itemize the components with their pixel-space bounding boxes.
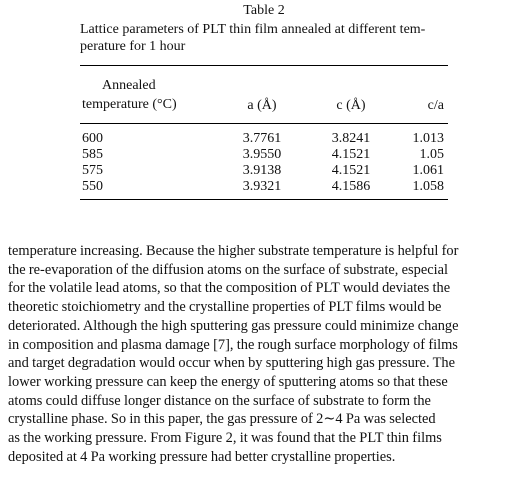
table-cell: 1.05 [419, 147, 444, 162]
table-cell: 3.9138 [242, 163, 282, 178]
table-cell: 1.013 [412, 131, 444, 146]
paragraph-line: deposited at 4 Pa working pressure had better crystalline properties. [8, 448, 396, 465]
header-c: c (Å) [336, 98, 366, 113]
table-caption-line: perature for 1 hour [80, 39, 186, 54]
table-cell: 3.9550 [242, 147, 282, 162]
table-cell: 585 [82, 147, 103, 162]
table-block [80, 0, 448, 200]
paragraph-line: temperature increasing. Because the higher substrate temperature is helpful for [8, 243, 459, 259]
table-caption [80, 21, 448, 55]
header-line: temperature (°C) [82, 97, 177, 112]
header-ca: c/a [427, 98, 444, 113]
table-row [80, 179, 448, 195]
table-cell: 3.8241 [331, 131, 371, 146]
table-row [80, 163, 448, 179]
table-caption-line: Lattice parameters of PLT thin film annealed at different tem- [80, 22, 426, 37]
table-cell: 575 [82, 163, 103, 178]
paragraph-line: lower working pressure can keep the energy of sputtering atoms so that these [8, 373, 448, 390]
table-cell: 600 [82, 131, 103, 146]
table-cell: 4.1521 [331, 163, 371, 178]
paragraph-line: crystalline phase. So in this paper, the gas pressure of 2∼4 Pa was selected [8, 411, 436, 428]
paragraph-line: theoretic stoichiometry and the crystalline properties of PLT films would be [8, 299, 442, 316]
table-cell: 1.058 [412, 179, 444, 194]
table-number: Table 2 [243, 3, 285, 18]
table-cell: 4.1586 [331, 179, 371, 194]
paragraph-line: for the volatile lead atoms, so that the composition of PLT would deviates the [8, 280, 451, 297]
table-row [80, 131, 448, 147]
header-a: a (Å) [247, 98, 277, 113]
table-cell: 3.7761 [242, 131, 282, 146]
table-mid-rule [80, 123, 448, 124]
table-header [80, 66, 448, 114]
table-row [80, 147, 448, 163]
paragraph-line: deteriorated. Although the high sputtering gas pressure could minimize change [8, 317, 459, 334]
table-cell: 550 [82, 179, 103, 194]
table-cell: 4.1521 [331, 147, 371, 162]
paragraph-line: the re-evaporation of the diffusion atoms on the surface of substrate, especial [8, 261, 448, 278]
paragraph-line: in composition and plasma damage [7], the rough surface morphology of films [8, 336, 458, 353]
table-cell: 1.061 [412, 163, 444, 178]
paragraph-line: and target degradation would occur when by sputtering high gas pressure. The [8, 355, 455, 372]
body-paragraph [8, 242, 523, 466]
header-annealed-temperature [80, 66, 222, 114]
table-body [80, 131, 448, 195]
header-line: Annealed [102, 78, 156, 93]
paragraph-line: atoms could diffuse longer distance on the surface of substrate to form the [8, 392, 431, 409]
paragraph-line: as the working pressure. From Figure 2, it was found that the PLT thin films [8, 430, 442, 447]
table-bottom-rule [80, 199, 448, 200]
table-cell: 3.9321 [242, 179, 282, 194]
